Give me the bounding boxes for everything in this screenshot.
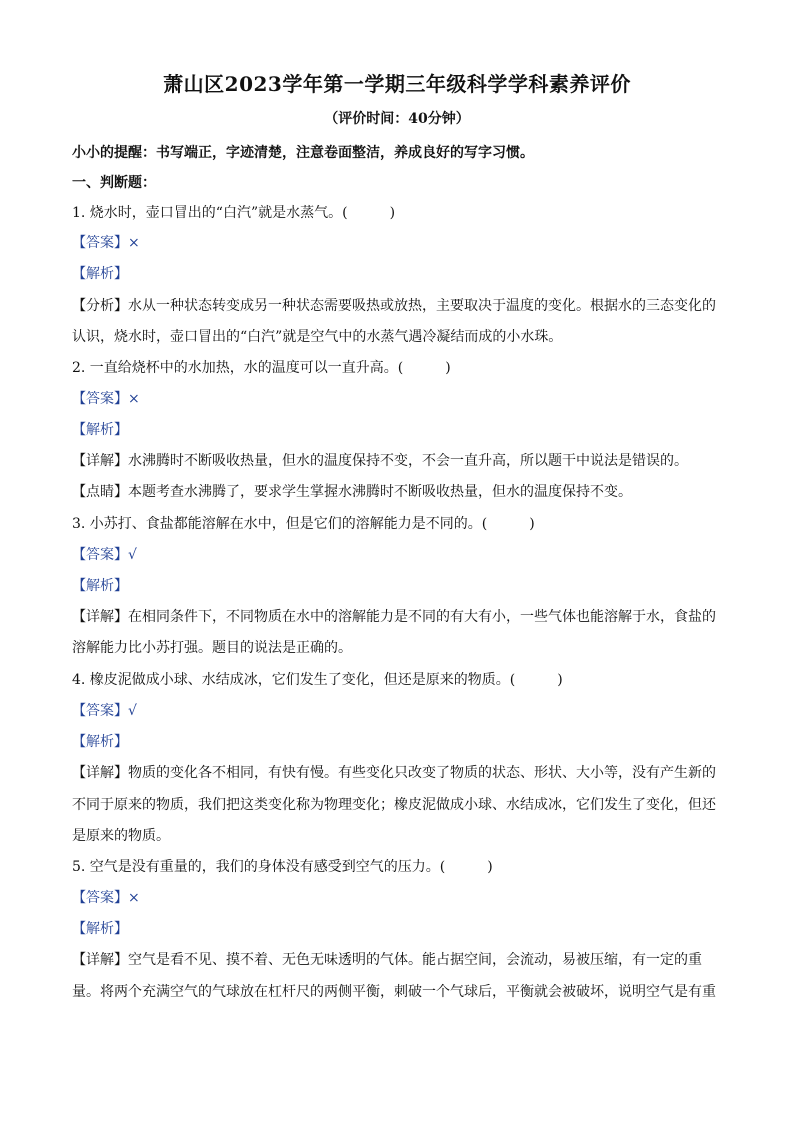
analysis-label-2: 【解析】 (72, 422, 128, 438)
detail-text-4a: 【详解】物质的变化各不相同，有快有慢。有些变化只改变了物质的状态、形状、大小等，没有产生新的 (72, 765, 716, 781)
answer-3: 【答案】√ (72, 547, 137, 563)
section-heading: 一、判断题： (72, 175, 156, 191)
analysis-label-4: 【解析】 (72, 734, 128, 750)
question-3: 3. 小苏打、食盐都能溶解在水中，但是它们的溶解能力是不同的。( ) (72, 516, 535, 532)
analysis-label-1: 【解析】 (72, 266, 128, 282)
question-5: 5. 空气是没有重量的，我们的身体没有感受到空气的压力。( ) (72, 859, 493, 875)
question-1: 1. 烧水时，壶口冒出的“白汽”就是水蒸气。( ) (72, 205, 396, 221)
analysis-label-3: 【解析】 (72, 578, 128, 594)
detail-text-3b: 溶解能力比小苏打强。题目的说法是正确的。 (72, 640, 352, 656)
detail-text-5b: 量。将两个充满空气的气球放在杠杆尺的两侧平衡，刺破一个气球后，平衡就会被破坏，说明空气是有重 (72, 984, 716, 1000)
detail-text-3a: 【详解】在相同条件下，不同物质在水中的溶解能力是不同的有大有小，一些气体也能溶解于水，食盐的 (72, 609, 716, 625)
analysis-text-1a: 【分析】水从一种状态转变成另一种状态需要吸热或放热，主要取决于温度的变化。根据水的三态变化的 (72, 298, 716, 314)
reminder-text: 小小的提醒：书写端正，字迹清楚，注意卷面整洁，养成良好的写字习惯。 (72, 145, 534, 161)
question-2: 2. 一直给烧杯中的水加热，水的温度可以一直升高。( ) (72, 360, 451, 376)
detail-text-5a: 【详解】空气是看不见、摸不着、无色无味透明的气体。能占据空间，会流动，易被压缩，有一定的重 (72, 952, 702, 968)
detail-text-2: 【详解】水沸腾时不断吸收热量，但水的温度保持不变，不会一直升高，所以题干中说法是错误的。 (72, 453, 688, 469)
question-4: 4. 橡皮泥做成小球、水结成冰，它们发生了变化，但还是原来的物质。( ) (72, 672, 563, 688)
page-subtitle: （评价时间：40分钟） (324, 111, 470, 127)
analysis-text-1b: 认识，烧水时，壶口冒出的“白汽”就是空气中的水蒸气遇冷凝结而成的小水珠。 (72, 329, 563, 345)
page-title: 萧山区2023学年第一学期三年级科学学科素养评价 (163, 72, 631, 96)
answer-1: 【答案】× (72, 235, 140, 251)
answer-4: 【答案】√ (72, 703, 137, 719)
comment-text-2: 【点睛】本题考查水沸腾了，要求学生掌握水沸腾时不断吸收热量，但水的温度保持不变。 (72, 484, 632, 500)
answer-2: 【答案】× (72, 391, 140, 407)
answer-5: 【答案】× (72, 890, 140, 906)
detail-text-4b: 不同于原来的物质，我们把这类变化称为物理变化；橡皮泥做成小球、水结成冰，它们发生了变化，但还 (72, 797, 716, 813)
detail-text-4c: 是原来的物质。 (72, 828, 170, 844)
analysis-label-5: 【解析】 (72, 921, 128, 937)
